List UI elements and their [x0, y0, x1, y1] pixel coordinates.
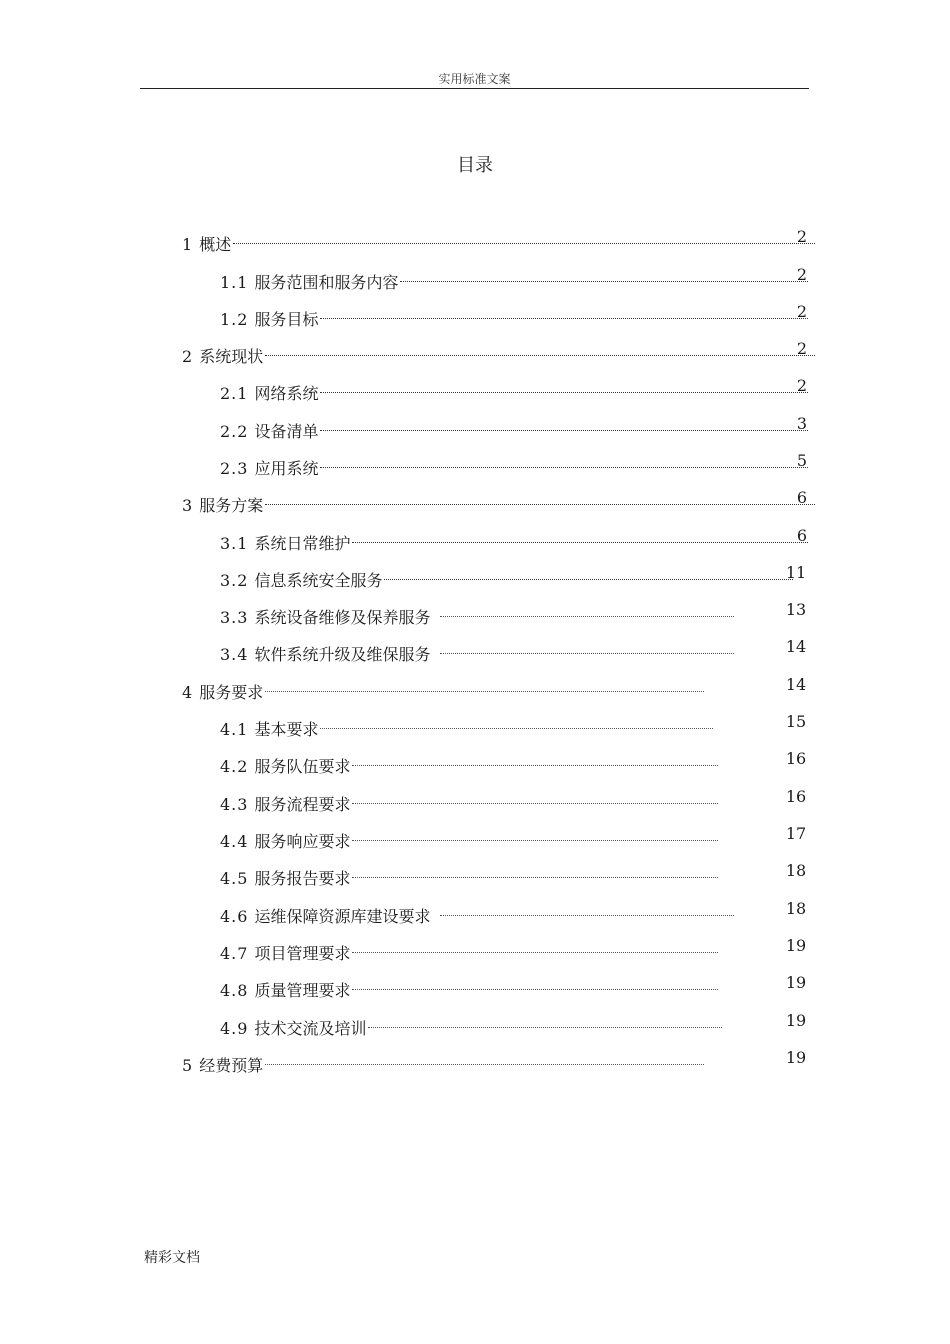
toc-leader-dots: [320, 411, 808, 437]
toc-leader-dots: [400, 262, 808, 288]
toc-entry-page[interactable]: 3: [796, 414, 808, 433]
toc-entry-page[interactable]: 2: [796, 227, 808, 246]
toc-entry-title: 服务响应要求: [254, 832, 351, 851]
toc-leader-dots: [265, 672, 704, 698]
toc-entry-title: 网络系统: [254, 384, 319, 403]
page-header: 实用标准文案: [438, 72, 511, 86]
toc-entry-page[interactable]: 15: [785, 712, 807, 731]
toc-entry[interactable]: [220, 448, 810, 478]
toc-entry[interactable]: [220, 970, 720, 1000]
toc-leader-dots: [384, 560, 793, 586]
toc-entry-number: 2.2: [220, 422, 249, 441]
toc-entry-number: 4.8: [220, 981, 249, 1000]
toc-entry-title: 服务报告要求: [254, 869, 351, 888]
toc-entry-number: 2: [182, 347, 194, 366]
toc-entry-page[interactable]: 19: [785, 936, 807, 955]
toc-entry-title: 基本要求: [254, 720, 319, 739]
toc-leader-dots: [440, 597, 734, 623]
toc-entry-title: 服务方案: [199, 496, 264, 515]
toc-entry-page[interactable]: 18: [785, 899, 807, 918]
toc-entry-page[interactable]: 16: [785, 749, 807, 768]
toc-entry[interactable]: [220, 896, 736, 926]
toc-leader-dots: [368, 1008, 722, 1034]
toc-entry[interactable]: [220, 523, 810, 553]
toc-entry[interactable]: [220, 411, 810, 441]
toc-leader-dots: [352, 970, 718, 996]
toc-entry[interactable]: [182, 224, 817, 254]
toc-leader-dots: [440, 634, 734, 660]
toc-entry-page[interactable]: 2: [796, 302, 808, 321]
toc-leader-dots: [320, 373, 808, 399]
toc-leader-dots: [352, 523, 808, 549]
toc-entry-title: 质量管理要求: [254, 981, 351, 1000]
toc-entry-page[interactable]: 14: [785, 675, 807, 694]
toc-entry-number: 1: [182, 235, 194, 254]
toc-entry-title: 项目管理要求: [254, 944, 351, 963]
toc-title: 目录: [457, 155, 493, 176]
toc-leader-dots: [352, 784, 718, 810]
toc-entry-page[interactable]: 17: [785, 824, 807, 843]
toc-leader-dots: [265, 485, 815, 511]
toc-entry[interactable]: [220, 560, 795, 590]
toc-entry-number: 4.4: [220, 832, 249, 851]
toc-entry[interactable]: [220, 858, 720, 888]
toc-leader-dots: [440, 896, 734, 922]
toc-entry[interactable]: [220, 1008, 724, 1038]
toc-entry[interactable]: [182, 485, 817, 515]
toc-entry[interactable]: [220, 597, 736, 627]
toc-entry-title: 技术交流及培训: [254, 1019, 367, 1038]
toc-entry-number: 4.5: [220, 869, 249, 888]
toc-entry-number: 3.1: [220, 534, 249, 553]
toc-entry-title: 服务队伍要求: [254, 757, 351, 776]
toc-entry-title: 服务流程要求: [254, 795, 351, 814]
toc-leader-dots: [265, 1045, 704, 1071]
toc-entry-number: 4.9: [220, 1019, 249, 1038]
toc-entry-number: 2.3: [220, 459, 249, 478]
toc-entry[interactable]: [182, 336, 817, 366]
toc-entry-number: 3: [182, 496, 194, 515]
toc-entry[interactable]: [220, 373, 810, 403]
toc-entry-page[interactable]: 2: [796, 376, 808, 395]
toc-entry[interactable]: [220, 746, 720, 776]
toc-leader-dots: [265, 336, 815, 362]
toc-entry-title: 系统设备维修及保养服务: [254, 608, 431, 627]
toc-entry-page[interactable]: 2: [796, 265, 808, 284]
toc-entry-title: 运维保障资源库建设要求: [254, 907, 431, 926]
toc-entry-title: 应用系统: [254, 459, 319, 478]
toc-entry[interactable]: [220, 933, 720, 963]
toc-entry-number: 4.7: [220, 944, 249, 963]
toc-leader-dots: [352, 821, 718, 847]
toc-entry-title: 软件系统升级及维保服务: [254, 645, 431, 664]
toc-leader-dots: [352, 933, 718, 959]
toc-entry-title: 系统日常维护: [254, 534, 351, 553]
toc-entry-number: 4.6: [220, 907, 249, 926]
toc-entry[interactable]: [182, 1045, 706, 1075]
toc-entry[interactable]: [220, 784, 720, 814]
toc-entry-number: 2.1: [220, 384, 249, 403]
toc-entry-title: 概述: [199, 235, 232, 254]
toc-entry-number: 3.2: [220, 571, 249, 590]
toc-entry[interactable]: [220, 299, 810, 329]
toc-entry-page[interactable]: 19: [785, 1011, 807, 1030]
toc-entry-number: 1.1: [220, 273, 249, 292]
toc-entry-page[interactable]: 11: [785, 563, 807, 582]
toc-entry-page[interactable]: 2: [796, 339, 808, 358]
toc-entry-page[interactable]: 19: [785, 973, 807, 992]
toc-leader-dots: [352, 858, 718, 884]
toc-leader-dots: [320, 448, 808, 474]
toc-entry-number: 4.3: [220, 795, 249, 814]
toc-leader-dots: [352, 746, 718, 772]
toc-entry-title: 经费预算: [199, 1056, 264, 1075]
toc-entry[interactable]: [220, 709, 715, 739]
toc-entry[interactable]: [182, 672, 706, 702]
header-rule: [140, 88, 809, 89]
toc-entry-number: 4.2: [220, 757, 249, 776]
toc-entry[interactable]: [220, 634, 736, 664]
toc-entry[interactable]: [220, 821, 720, 851]
toc-entry-page[interactable]: 14: [785, 637, 807, 656]
toc-entry-title: 信息系统安全服务: [254, 571, 383, 590]
toc-entry-number: 1.2: [220, 310, 249, 329]
toc-leader-dots: [320, 709, 713, 735]
toc-entry-page[interactable]: 5: [796, 451, 808, 470]
toc-entry-title: 设备清单: [254, 422, 319, 441]
toc-entry-page[interactable]: 6: [796, 526, 808, 545]
toc-entry[interactable]: [220, 262, 810, 292]
toc-entry-page[interactable]: 16: [785, 787, 807, 806]
toc-entry-number: 3.4: [220, 645, 249, 664]
toc-leader-dots: [320, 299, 808, 325]
toc-entry-title: 系统现状: [199, 347, 264, 366]
toc-entry-title: 服务要求: [199, 683, 264, 702]
toc-leader-dots: [233, 224, 815, 250]
toc-entry-number: 3.3: [220, 608, 249, 627]
toc-entry-number: 4: [182, 683, 194, 702]
toc-entry-number: 4.1: [220, 720, 249, 739]
toc-entry-title: 服务范围和服务内容: [254, 273, 399, 292]
toc-entry-number: 5: [182, 1056, 194, 1075]
page-footer: 精彩文档: [144, 1250, 200, 1266]
toc-entry-page[interactable]: 19: [785, 1048, 807, 1067]
toc-entry-title: 服务目标: [254, 310, 319, 329]
toc-entry-page[interactable]: 13: [785, 600, 807, 619]
toc-entry-page[interactable]: 18: [785, 861, 807, 880]
toc-entry-page[interactable]: 6: [796, 488, 808, 507]
